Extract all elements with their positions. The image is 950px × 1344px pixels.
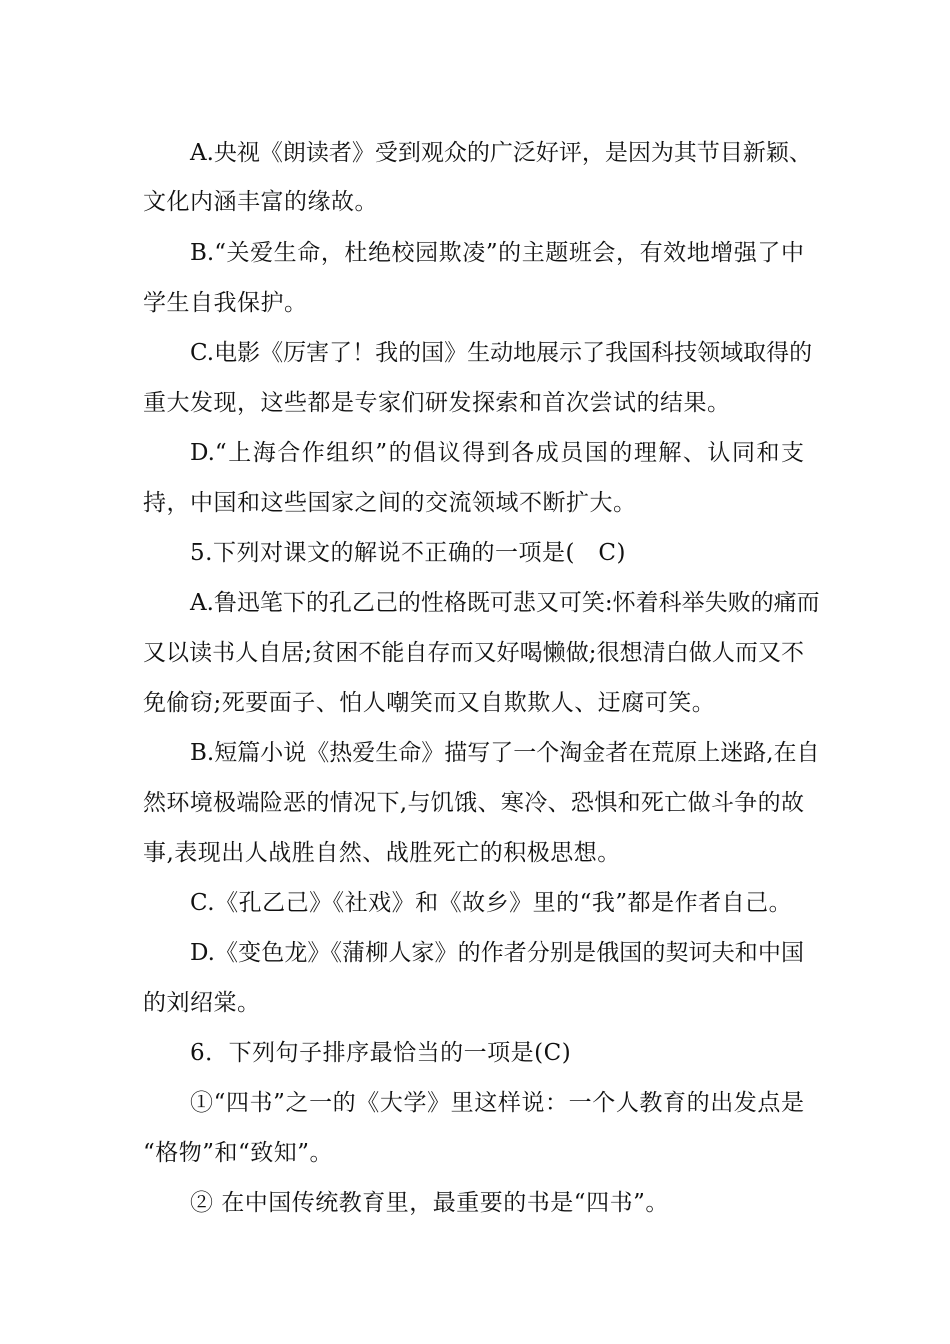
option-4c-line-2: 重大发现，这些都是专家们研发探索和首次尝试的结果。 bbox=[143, 390, 731, 416]
option-4a-line-1: A.央视《朗读者》受到观众的广泛好评，是因为其节目新颖、 bbox=[190, 140, 812, 166]
option-4c-line-1: C.电影《厉害了！我的国》生动地展示了我国科技领域取得的 bbox=[190, 340, 813, 366]
option-4b-line-1: B.“关爱生命，杜绝校园欺凌”的主题班会，有效地增强了中 bbox=[190, 240, 804, 266]
question-6-stem: 6．下列句子排序最恰当的一项是(C) bbox=[190, 1040, 572, 1066]
option-4b-line-2: 学生自我保护。 bbox=[143, 290, 308, 316]
option-5b-line-1: B.短篇小说《热爱生命》描写了一个淘金者在荒原上迷路,在自 bbox=[190, 740, 820, 766]
option-4d-line-1: D.“上海合作组织”的倡议得到各成员国的理解、认同和支 bbox=[190, 440, 804, 466]
option-5d-line-1: D.《变色龙》《蒲柳人家》的作者分别是俄国的契诃夫和中国 bbox=[190, 940, 804, 966]
option-5a-line-2: 又以读书人自居;贫困不能自存而又好喝懒做;很想清白做人而又不 bbox=[143, 640, 804, 666]
sentence-1-line-1: ①“四书”之一的《大学》里这样说：一个人教育的出发点是 bbox=[190, 1090, 804, 1116]
option-5c-line-1: C.《孔乙己》《社戏》和《故乡》里的“我”都是作者自己。 bbox=[190, 890, 793, 916]
question-5-stem: 5.下列对课文的解说不正确的一项是( C) bbox=[190, 540, 626, 566]
option-4a-line-2: 文化内涵丰富的缘故。 bbox=[143, 189, 378, 215]
option-4d-line-2: 持，中国和这些国家之间的交流领域不断扩大。 bbox=[143, 490, 637, 516]
option-5d-line-2: 的刘绍棠。 bbox=[143, 990, 261, 1016]
option-5b-line-2: 然环境极端险恶的情况下,与饥饿、寒冷、恐惧和死亡做斗争的故 bbox=[143, 790, 804, 816]
sentence-1-line-2: “格物”和“致知”。 bbox=[143, 1140, 334, 1166]
sentence-2-line-1: ② 在中国传统教育里，最重要的书是“四书”。 bbox=[190, 1190, 669, 1216]
option-5b-line-3: 事,表现出人战胜自然、战胜死亡的积极思想。 bbox=[143, 840, 621, 866]
option-5a-line-1: A.鲁迅笔下的孔乙己的性格既可悲又可笑:怀着科举失败的痛而 bbox=[190, 590, 820, 616]
option-5a-line-3: 免偷窃;死要面子、怕人嘲笑而又自欺欺人、迂腐可笑。 bbox=[143, 690, 716, 716]
